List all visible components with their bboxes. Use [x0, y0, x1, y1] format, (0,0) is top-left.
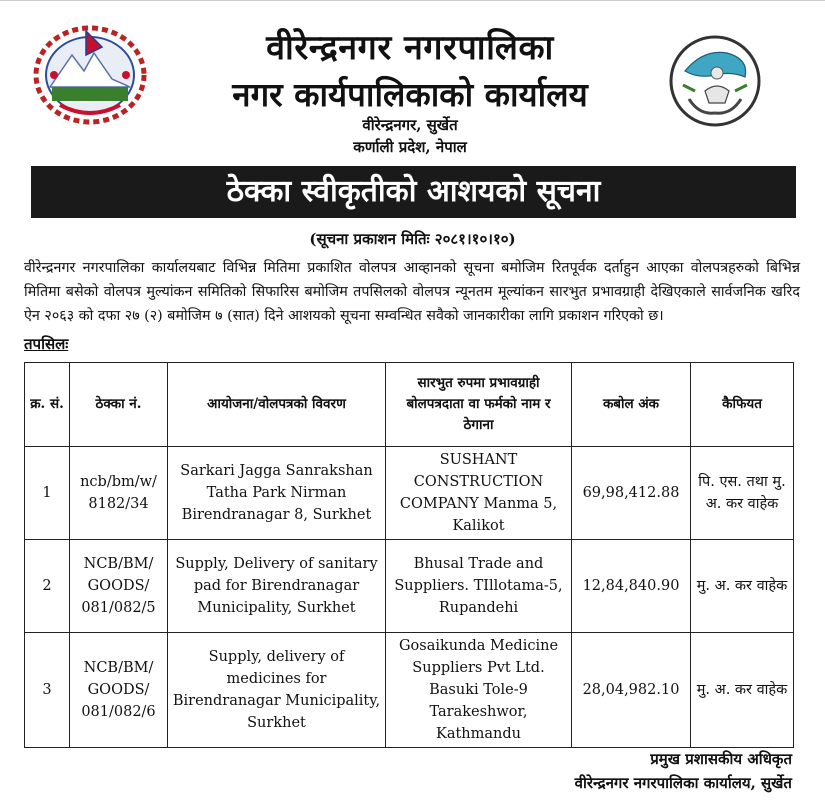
cell-bidder: Bhusal Trade and Suppliers. TIllotama-5, Rupandehi — [386, 540, 572, 633]
header-remarks: कैफियत — [691, 363, 794, 447]
cell-sn: 1 — [25, 447, 70, 540]
header-sn: क्र. सं. — [25, 363, 70, 447]
header-amount: कबोल अंक — [572, 363, 691, 447]
cell-amount: 69,98,412.88 — [572, 447, 691, 540]
office-title-line2: नगर कार्यपालिकाको कार्यालय — [232, 75, 588, 114]
notice-banner-title: ठेक्का स्वीकृतीको आशयको सूचना — [31, 166, 796, 218]
header-contract-no: ठेक्का नं. — [70, 363, 168, 447]
nepal-government-emblem-icon — [32, 25, 148, 125]
header-project: आयोजना/वोलपत्रको विवरण — [168, 363, 386, 447]
publish-date: (सूचना प्रकाशन मितिः २०८१।१०।१०) — [309, 230, 516, 248]
cell-sn: 3 — [25, 633, 70, 748]
address-line2: कर्णाली प्रदेश, नेपाल — [353, 138, 467, 156]
cell-project: Supply, delivery of medicines for Birendranagar Municipality, Surkhet — [168, 633, 386, 748]
cell-project: Sarkari Jagga Sanrakshan Tatha Park Nirman Birendranagar 8, Surkhet — [168, 447, 386, 540]
table-row — [25, 447, 794, 540]
cell-contract-no: NCB/BM/ GOODS/ 081/082/6 — [70, 633, 168, 748]
cell-bidder: SUSHANT CONSTRUCTION COMPANY Manma 5, Kalikot — [386, 447, 572, 540]
details-label: तपसिलः — [24, 335, 69, 353]
cell-remarks: मु. अ. कर वाहेक — [691, 633, 794, 748]
notice-body: वीरेन्द्रनगर नगरपालिका कार्यालयबाट विभिन्न मितिमा प्रकाशित वोलपत्र आव्हानको सूचना बमोजिम रितपूर्वक दर्ताहुन आएका वोलपत्रहरुको बिभिन्न मितिमा बसेको वोलपत्र मुल्यांकन समितिको सिफारिस बमोजिम तपसिलको वोलपत्र न्यूनतम मूल्यांकन सारभुत प्रभावग्राही देखिएकाले सार्वजनिक खरिद ऐन २०६३ को दफा २७ (२) बमोजिम ७ (सात) दिने आशयको सूचना सम्वन्धित सवैको जानकारीका लागि प्रकाशन गरिएको छ। — [24, 260, 800, 324]
cell-project: Supply, Delivery of sanitary pad for Birendranagar Municipality, Surkhet — [168, 540, 386, 633]
cell-contract-no: ncb/bm/w/ 8182/34 — [70, 447, 168, 540]
cell-remarks: पि. एस. तथा मु. अ. कर वाहेक — [691, 447, 794, 540]
signatory-title: प्रमुख प्रशासकीय अधिकृत — [650, 750, 792, 768]
cell-sn: 2 — [25, 540, 70, 633]
table-row — [25, 633, 794, 748]
table-row — [25, 540, 794, 633]
header-bidder: सारभुत रुपमा प्रभावग्राही बोलपत्रदाता वा फर्मको नाम र ठेगाना — [386, 363, 572, 447]
address-line1: वीरेन्द्रनगर, सुर्खेत — [362, 116, 458, 134]
cell-remarks: मु. अ. कर वाहेक — [691, 540, 794, 633]
cell-amount: 12,84,840.90 — [572, 540, 691, 633]
table-header-row — [25, 363, 794, 447]
cell-amount: 28,04,982.10 — [572, 633, 691, 748]
cell-bidder: Gosaikunda Medicine Suppliers Pvt Ltd. Basuki Tole-9 Tarakeshwor, Kathmandu — [386, 633, 572, 748]
cell-contract-no: NCB/BM/ GOODS/ 081/082/5 — [70, 540, 168, 633]
signatory-office: वीरेन्द्रनगर नगरपालिका कार्यालय, सुर्खेत — [574, 774, 792, 792]
municipality-logo-icon — [665, 31, 765, 131]
contract-table — [24, 362, 794, 748]
office-title-line1: वीरेन्द्रनगर नगरपालिका — [266, 28, 554, 68]
